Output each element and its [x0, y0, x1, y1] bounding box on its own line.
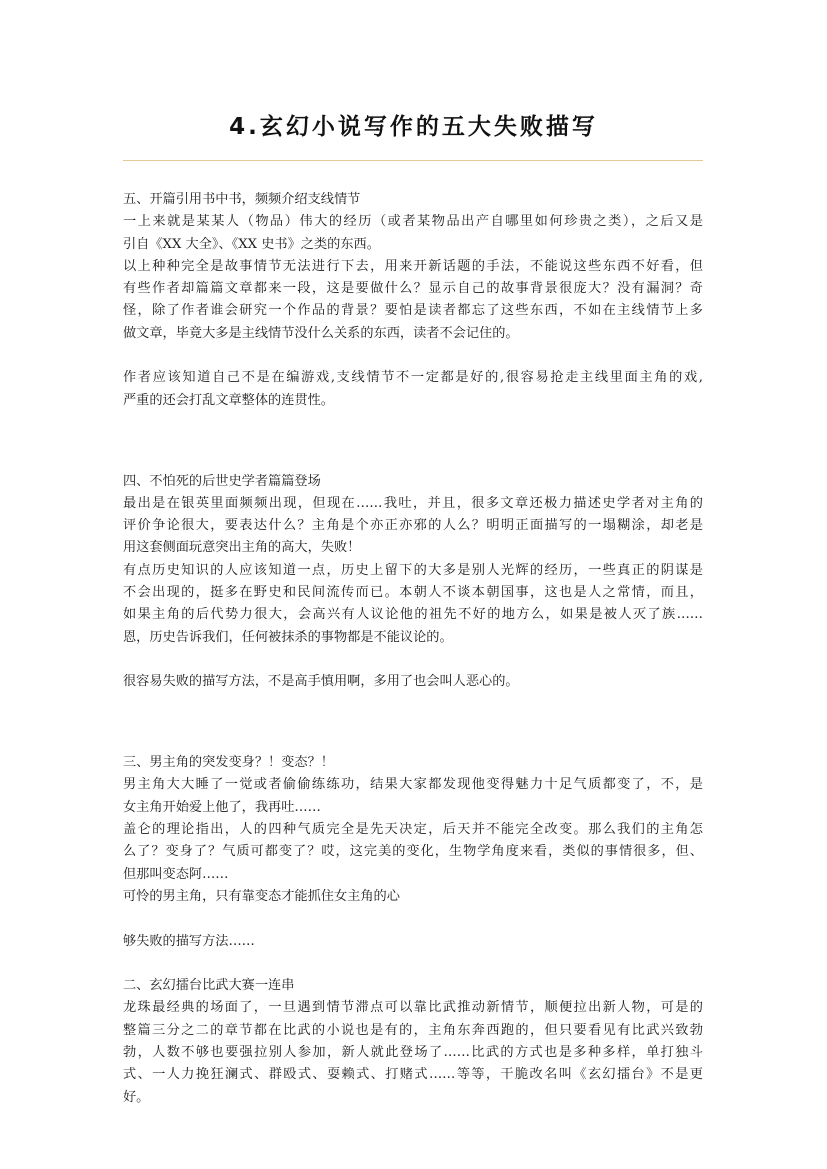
paragraph-line: 不会出现的，挺多在野史和民间流传而已。本朝人不谈本朝国事，这也是人之常情，而且， [123, 585, 703, 601]
section-three [123, 752, 703, 953]
paragraph-line: 评价争论很大，要表达什么？主角是个亦正亦邪的人么？明明正面描写的一塌糊涂，却老是 [123, 518, 703, 534]
paragraph-line: 怪，除了作者谁会研究一个作品的背景？要怕是读者都忘了这些东西，不如在主线情节上多 [123, 303, 703, 319]
paragraph-line: 一上来就是某某人（物品）伟大的经历（或者某物品出产自哪里如何珍贵之类），之后又是 [123, 214, 703, 230]
paragraph-line: 女主角开始爱上他了，我再吐…… [123, 799, 321, 815]
article-body [123, 189, 703, 1109]
closing-line: 作者应该知道自己不是在编游戏,支线情节不一定都是好的,很容易抢走主线里面主角的戏, [123, 370, 703, 386]
section-heading: 二、玄幻擂台比武大赛一连串 [123, 978, 295, 994]
section-heading: 四、不怕死的后世史学者篇篇登场 [123, 473, 321, 489]
paragraph-line: 但那叫变态阿…… [123, 866, 229, 882]
paragraph-line: 盖仑的理论指出，人的四种气质完全是先天决定，后天并不能完全改变。那么我们的主角怎 [123, 822, 703, 838]
paragraph-line: 龙珠最经典的场面了，一旦遇到情节滞点可以靠比武推动新情节，顺便拉出新人物，可是的 [123, 1000, 703, 1016]
closing-line: 够失败的描写方法…… [123, 933, 255, 949]
section-heading: 五、开篇引用书中书，频频介绍支线情节 [123, 192, 361, 207]
section-heading: 三、男主角的突发变身？！变态？！ [123, 755, 334, 771]
paragraph-line: 最出是在银英里面频频出现，但现在……我吐，并且，很多文章还极力描述史学者对主角的 [123, 495, 703, 511]
paragraph-line: 有些作者却篇篇文章都来一段，这是要做什么？显示自己的故事背景很庞大？没有漏洞？奇 [123, 281, 703, 297]
closing-line: 严重的还会打乱文章整体的连贯性。 [123, 392, 334, 408]
paragraph-line: 以上种种完全是故事情节无法进行下去，用来开新话题的手法，不能说这些东西不好看，但 [123, 258, 703, 274]
paragraph-line: 可怜的男主角，只有靠变态才能抓住女主角的心 [123, 888, 400, 904]
paragraph-line: 男主角大大睡了一觉或者偷偷练练功，结果大家都发现他变得魅力十足气质都变了，不，是 [123, 777, 703, 793]
paragraph-line: 有点历史知识的人应该知道一点，历史上留下的大多是别人光辉的经历，一些真正的阴谋是 [123, 562, 703, 578]
title-divider [123, 160, 703, 161]
page-title: 4.玄幻小说写作的五大失败描写 [229, 114, 598, 140]
section-four [123, 471, 703, 694]
paragraph-line: 引自《XX 大全》、《XX 史书》之类的东西。 [123, 236, 380, 252]
paragraph-line: 用这套侧面玩意突出主角的高大，失败！ [123, 540, 361, 556]
closing-line: 很容易失败的描写方法，不是高手慎用啊，多用了也会叫人恶心的。 [123, 674, 519, 690]
section-two [123, 975, 703, 1109]
paragraph-line: 式、一人力挽狂澜式、群殴式、耍赖式、打赌式……等等，干脆改名叫《玄幻擂台》不是更 [123, 1067, 703, 1083]
paragraph-line: 勃，人数不够也要强拉别人参加，新人就此登场了……比武的方式也是多种多样，单打独斗 [123, 1044, 703, 1060]
section-five [123, 189, 703, 412]
paragraph-line: 恩，历史告诉我们，任何被抹杀的事物都是不能议论的。 [123, 629, 453, 645]
paragraph-line: 好。 [123, 1089, 150, 1105]
paragraph-line: 做文章，毕竟大多是主线情节没什么关系的东西，读者不会记住的。 [123, 325, 519, 341]
paragraph-line: 整篇三分之二的章节都在比武的小说也是有的，主角东奔西跑的，但只要看见有比武兴致勃 [123, 1022, 703, 1038]
paragraph-line: 如果主角的后代势力很大，会高兴有人议论他的祖先不好的地方么，如果是被人灭了族…… [123, 607, 703, 623]
paragraph-line: 么了？变身了？气质可都变了？哎，这完美的变化，生物学角度来看，类似的事情很多，但、 [123, 844, 703, 860]
